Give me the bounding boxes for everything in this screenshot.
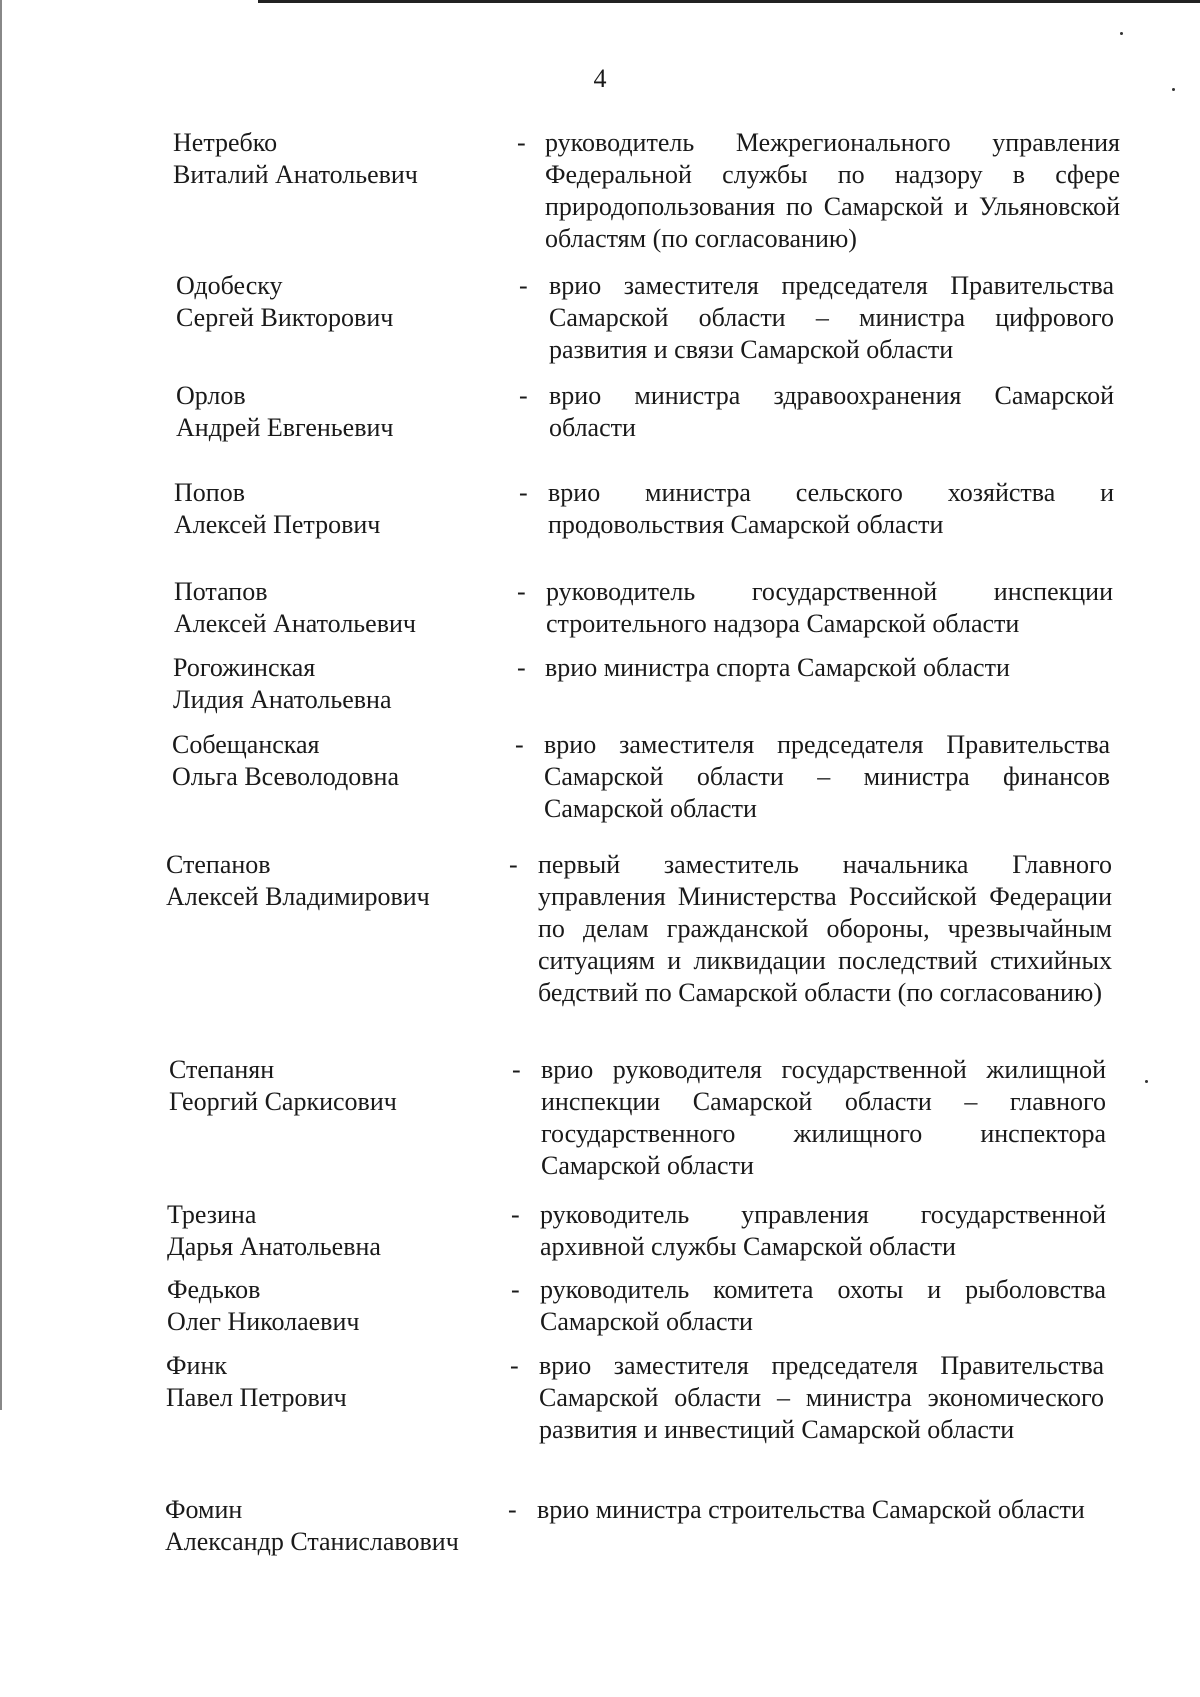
scan-speck (1172, 88, 1175, 91)
member-position: врио заместителя председателя Правительства Самарской области – министра экономического развития и инвестиций Самарской области (539, 1351, 1104, 1444)
scan-speck (1120, 32, 1123, 35)
separator-dash: - (512, 1055, 521, 1084)
member-surname: Нетребко (173, 128, 278, 157)
member-name (167, 1199, 381, 1263)
member-surname: Степанов (166, 850, 271, 879)
page-left-edge (0, 0, 2, 1410)
separator-dash: - (509, 850, 518, 879)
member-given-name: Павел Петрович (166, 1383, 347, 1412)
member-surname: Трезина (167, 1200, 257, 1229)
member-position: врио министра здравоохранения Самарской области (549, 381, 1114, 442)
member-given-name: Дарья Анатольевна (167, 1232, 381, 1261)
member-surname: Финк (166, 1351, 228, 1380)
separator-dash: - (517, 128, 526, 157)
member-given-name: Алексей Петрович (174, 510, 381, 539)
member-surname: Фомин (165, 1495, 243, 1524)
member-given-name: Ольга Всеволодовна (172, 762, 399, 791)
member-name (173, 127, 418, 191)
separator-dash: - (519, 381, 528, 410)
separator-dash: - (511, 1200, 520, 1229)
member-name (174, 477, 380, 541)
member-name (166, 849, 430, 913)
member-surname: Собещанская (172, 730, 320, 759)
member-name (166, 1350, 347, 1414)
separator-dash: - (510, 1351, 519, 1380)
member-position: врио министра строительства Самарской области (537, 1495, 1085, 1524)
member-position: врио заместителя председателя Правительства Самарской области – министра финансов Самарской области (544, 730, 1110, 823)
member-name (176, 380, 393, 444)
member-given-name: Александр Станиславович (165, 1527, 459, 1556)
member-position: врио министра спорта Самарской области (545, 653, 1010, 682)
member-position: руководитель Межрегионального управления Федеральной службы по надзору в сфере природопользования по Самарской и Ульяновской областям (по согласованию) (545, 128, 1120, 253)
member-position: руководитель комитета охоты и рыболовства Самарской области (540, 1275, 1106, 1336)
member-given-name: Алексей Анатольевич (174, 609, 416, 638)
member-surname: Федьков (167, 1275, 261, 1304)
member-given-name: Лидия Анатольевна (173, 685, 392, 714)
member-name (169, 1054, 397, 1118)
member-position: врио министра сельского хозяйства и продовольствия Самарской области (548, 478, 1114, 539)
page-top-border (258, 0, 1200, 3)
member-name (167, 1274, 359, 1338)
member-surname: Рогожинская (173, 653, 316, 682)
separator-dash: - (517, 653, 526, 682)
member-given-name: Олег Николаевич (167, 1307, 360, 1336)
separator-dash: - (519, 271, 528, 300)
member-surname: Степанян (169, 1055, 275, 1084)
member-name (174, 576, 416, 640)
member-position: руководитель государственной инспекции строительного надзора Самарской области (546, 577, 1113, 638)
scan-speck (1145, 1080, 1148, 1083)
member-name (173, 652, 392, 716)
member-given-name: Георгий Саркисович (169, 1087, 397, 1116)
separator-dash: - (517, 577, 526, 606)
member-position: врио руководителя государственной жилищной инспекции Самарской области – главного государственного жилищного инспектора Самарской области (541, 1055, 1106, 1180)
separator-dash: - (511, 1275, 520, 1304)
member-position: руководитель управления государственной архивной службы Самарской области (540, 1200, 1106, 1261)
member-name (165, 1494, 459, 1558)
member-given-name: Виталий Анатольевич (173, 160, 418, 189)
member-position: врио заместителя председателя Правительства Самарской области – министра цифрового развития и связи Самарской области (549, 271, 1114, 364)
page-number: 4 (593, 64, 607, 93)
member-surname: Орлов (176, 381, 246, 410)
member-surname: Одобеску (176, 271, 283, 300)
separator-dash: - (515, 730, 524, 759)
member-surname: Потапов (174, 577, 268, 606)
member-given-name: Сергей Викторович (176, 303, 394, 332)
separator-dash: - (508, 1495, 517, 1524)
member-position: первый заместитель начальника Главного управления Министерства Российской Федерации по делам гражданской обороны, чрезвычайным ситуациям и ликвидации последствий стихийных бедствий по Самарской области (по согласованию) (538, 850, 1112, 1007)
member-given-name: Андрей Евгеньевич (176, 413, 394, 442)
member-name (172, 729, 399, 793)
member-surname: Попов (174, 478, 245, 507)
member-given-name: Алексей Владимирович (166, 882, 430, 911)
member-name (176, 270, 393, 334)
separator-dash: - (519, 478, 528, 507)
